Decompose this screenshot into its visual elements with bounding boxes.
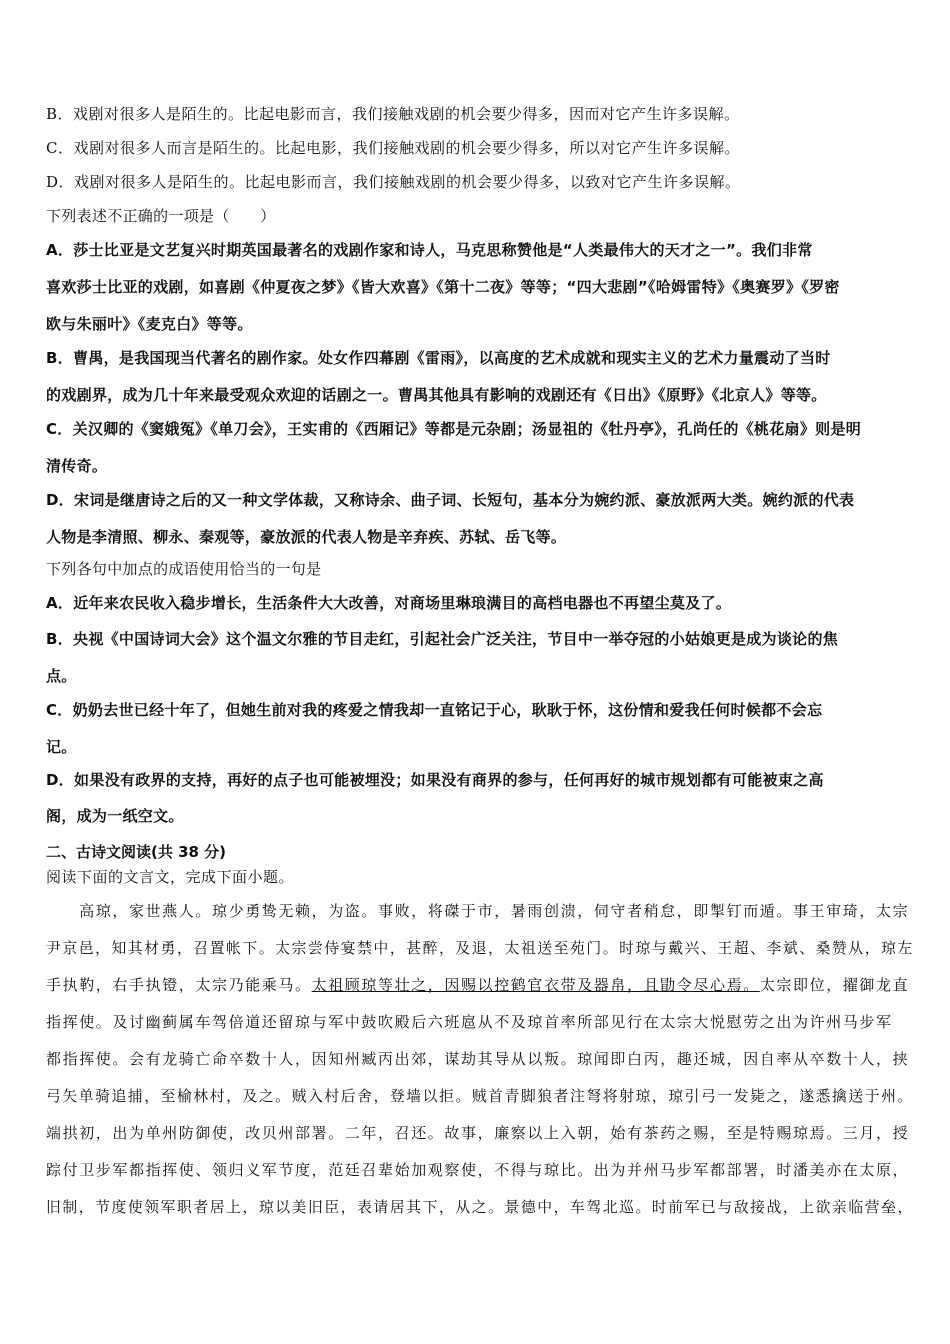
option-b-prev: B．戏剧对很多人是陌生的。比起电影而言，我们接触戏剧的机会要少得多，因而对它产生许多误解。 [46,105,740,123]
q2-option-a: A．近年来农民收入稳步增长，生活条件大大改善，对商场里琳琅满目的高档电器也不再望尘莫及了。 [46,594,732,612]
q1-option-a-line-3: 欧与朱丽叶》《麦克白》等等。 [46,315,253,333]
passage-line-6: 弓矢单骑追捕，至榆林村，及之。贼入村后舍，登墙以拒。贼首青脚狼者注弩将射琼，琼引弓一发毙之，遂悉擒送于州。 [46,1087,914,1105]
q2-option-b-line-2: 点。 [46,667,77,685]
underlined-sentence: 太祖顾琼等壮之，因赐以控鹤官衣带及器帛，且勖令尽心焉。 [311,976,760,994]
passage-line-3-end: 太宗即位，擢御龙直 [759,976,910,994]
question-1-stem: 下列表述不正确的一项是（ ） [46,207,276,225]
q1-option-b-line-1: B．曹禺，是我国现当代著名的剧作家。处女作四幕剧《雷雨》，以高度的艺术成就和现实主义的艺术力量震动了当时 [46,349,831,367]
passage-line-7: 端拱初，出为单州防御使，改贝州部署。二年，召还。故事，廉察以上入朝，始有茶药之赐，至是特赐琼焉。三月，授 [46,1124,910,1142]
option-d-prev: D．戏剧对很多人是陌生的。比起电影而言，我们接触戏剧的机会要少得多，以致对它产生许多误解。 [46,173,741,191]
q2-option-c-line-2: 记。 [46,738,77,756]
q2-option-d-line-1: D．如果没有政界的支持，再好的点子也可能被埋没；如果没有商界的参与，任何再好的城市规划都有可能被束之高 [46,771,824,789]
q1-option-b-line-2: 的戏剧界，成为几十年来最受观众欢迎的话剧之一。曹禺其他具有影响的戏剧还有《日出》《原野》《北京人》等等。 [46,386,827,404]
passage-line-9: 旧制，节度使领军职者居上，琼以美旧臣，表请居其下，从之。景德中，车驾北巡。时前军已与敌接战，上欲亲临营垒， [46,1198,914,1216]
q1-option-c-line-1: C．关汉卿的《窦娥冤》《单刀会》，王实甫的《西厢记》等都是元杂剧；汤显祖的《牡丹亭》，孔尚任的《桃花扇》则是明 [46,420,862,438]
q1-option-d-line-2: 人物是李清照、柳永、秦观等，豪放派的代表人物是辛弃疾、苏轼、岳飞等。 [46,528,567,546]
q1-option-a-line-1: A．莎士比亚是文艺复兴时期英国最著名的戏剧作家和诗人，马克思称赞他是“人类最伟大的天才之一”。我们非常 [46,241,813,259]
passage-line-3-start: 手执靮，右手执镫，太宗乃能乘马。 [46,976,312,994]
q2-option-d-line-2: 阁，成为一纸空文。 [46,807,184,825]
passage-line-4: 指挥使。及讨幽蓟属车驾倍道还留琼与军中鼓吹殿后六班扈从不及琼首率所部见行在太宗大悦慰劳之出为许州马步军 [46,1013,893,1031]
q2-option-b-line-1: B．央视《中国诗词大会》这个温文尔雅的节目走红，引起社会广泛关注，节目中一举夺冠的小姑娘更是成为谈论的焦 [46,630,839,648]
q2-option-c-line-1: C．奶奶去世已经十年了，但她生前对我的疼爱之情我却一直铭记于心，耿耿于怀，这份情和爱我任何时候都不会忘 [46,701,823,719]
section-instruction: 阅读下面的文言文，完成下面小题。 [46,868,295,886]
section-title: 二、古诗文阅读(共 38 分) [46,843,227,861]
passage-line-2: 尹京邑，知其材勇，召置帐下。太宗尝侍宴禁中，甚醉，及退，太祖送至苑门。时琼与戴兴、王超、李斌、桑赞从，琼左 [46,939,914,957]
q1-option-d-line-1: D．宋词是继唐诗之后的又一种文学体裁，又称诗余、曲子词、长短句，基本分为婉约派、豪放派两大类。婉约派的代表 [46,491,855,509]
q1-option-c-line-2: 清传奇。 [46,457,108,475]
passage-line-3 [46,974,909,995]
q1-option-a-line-2: 喜欢莎士比亚的戏剧，如喜剧《仲夏夜之梦》《皆大欢喜》《第十二夜》等等；“四大悲剧”《哈姆雷特》《奥赛罗》《罗密 [46,278,840,296]
option-c-prev: C．戏剧对很多人而言是陌生的。比起电影，我们接触戏剧的机会要少得多，所以对它产生许多误解。 [46,139,740,157]
passage-line-5: 都指挥使。会有龙骑亡命卒数十人，因知州臧丙出郊，谋劫其导从以叛。琼闻即白丙，趣还城，因自率从卒数十人，挟 [46,1050,910,1068]
question-2-stem: 下列各句中加点的成语使用恰当的一句是 [46,560,322,578]
passage-line-8: 踪付卫步军都指挥使、领归义军节度，范廷召辈始加观察使，不得与琼比。出为并州马步军都部署，时潘美亦在太原， [46,1161,910,1179]
passage-line-1: 高琼，家世燕人。琼少勇鸷无赖，为盗。事败，将磔于市，暑雨创溃，伺守者稍怠，即掣钉而遁。事王审琦，太宗 [46,902,910,920]
